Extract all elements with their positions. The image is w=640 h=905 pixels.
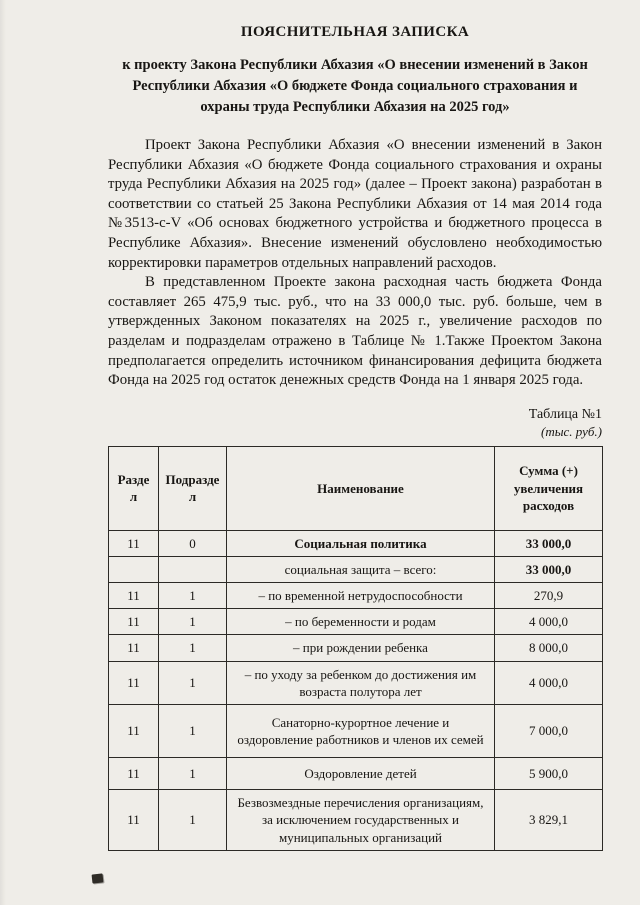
- cell-podrazdel: 1: [159, 609, 227, 635]
- scan-ink-mark: [92, 873, 104, 883]
- expense-increase-table: [108, 446, 603, 851]
- paragraph-1: Проект Закона Республики Абхазия «О внесении изменений в Закон Республики Абхазия «О бюджете Фонда социального страхования и охраны труда Республики Абхазия на 2025 год» (далее – Проект закона) разработан в соответствии со статьей 25 Закона Республики Абхазия от 14 мая 2014 года №3513-с-V «Об основах бюджетного устройства и бюджетного процесса в Республике Абхазия». Внесение изменений обусловлено необходимостью корректировки параметров отдельных направлений расходов.: [108, 137, 602, 271]
- document-subtitle: к проекту Закона Республики Абхазия «О внесении изменений в Закон Республики Абхазия «О бюджете Фонда социального страхования и охраны труда Республики Абхазия на 2025 год»: [122, 57, 588, 115]
- cell-razdel: 11: [109, 758, 159, 790]
- table-row-sanatorium: [109, 704, 603, 757]
- document-page: [108, 20, 602, 851]
- table-row-gratuitous-transfers: [109, 790, 603, 850]
- cell-podrazdel: [159, 556, 227, 582]
- cell-podrazdel: 1: [159, 635, 227, 661]
- table-row-children-health: [109, 758, 603, 790]
- table-header-row: [109, 446, 603, 530]
- cell-sum: 3 829,1: [495, 790, 603, 850]
- table-row-pregnancy-birth: [109, 609, 603, 635]
- cell-name: – по уходу за ребенком до достижения им возраста полутора лет: [227, 661, 495, 704]
- paragraph-2: В представленном Проекте закона расходная часть бюджета Фонда составляет 265 475,9 тыс. руб., что на 33 000,0 тыс. руб. больше, чем в утвержденных Законом показателях на 2025 г., увеличение расходов по разделам и подразделам отражено в Таблице № 1.Также Проектом Закона предполагается определить источником финансирования дефицита бюджета Фонда на 2025 год остаток денежных средств Фонда на 1 января 2025 года.: [108, 274, 602, 389]
- cell-podrazdel: 0: [159, 530, 227, 556]
- table-row-temporary-disability: [109, 583, 603, 609]
- cell-podrazdel: 1: [159, 790, 227, 850]
- cell-name: Санаторно-курортное лечение и оздоровление работников и членов их семей: [227, 704, 495, 757]
- table-units-note: (тыс. руб.): [540, 423, 602, 439]
- cell-razdel: 11: [109, 583, 159, 609]
- cell-name: – при рождении ребенка: [227, 635, 495, 661]
- cell-name: Безвозмездные перечисления организациям, за исключением государственных и муниципальных организаций: [227, 790, 495, 850]
- table-caption-block: [108, 407, 602, 440]
- document-body: [108, 136, 602, 391]
- cell-podrazdel: 1: [159, 704, 227, 757]
- cell-razdel: 11: [109, 609, 159, 635]
- cell-sum: 7 000,0: [495, 704, 603, 757]
- cell-name: – по временной нетрудоспособности: [227, 583, 495, 609]
- cell-razdel: 11: [109, 530, 159, 556]
- cell-sum: 270,9: [495, 583, 603, 609]
- table-row-social-policy: [109, 530, 603, 556]
- cell-razdel: 11: [109, 704, 159, 757]
- cell-podrazdel: 1: [159, 583, 227, 609]
- table-row-childcare: [109, 661, 603, 704]
- cell-sum: 4 000,0: [495, 661, 603, 704]
- header-razdel: Раздел: [109, 446, 159, 530]
- cell-sum: 5 900,0: [495, 758, 603, 790]
- cell-razdel: 11: [109, 635, 159, 661]
- cell-razdel: 11: [109, 790, 159, 850]
- cell-razdel: 11: [109, 661, 159, 704]
- cell-razdel: [109, 556, 159, 582]
- cell-podrazdel: 1: [159, 661, 227, 704]
- cell-sum: 33 000,0: [495, 556, 603, 582]
- scan-edge-shadow: [0, 0, 6, 905]
- cell-name: Оздоровление детей: [227, 758, 495, 790]
- cell-sum: 33 000,0: [495, 530, 603, 556]
- table-caption: Таблица №1: [528, 406, 602, 422]
- cell-sum: 8 000,0: [495, 635, 603, 661]
- header-summa: Сумма (+) увеличения расходов: [495, 446, 603, 530]
- cell-name: социальная защита – всего:: [227, 556, 495, 582]
- cell-podrazdel: 1: [159, 758, 227, 790]
- header-podrazdel: Подраздел: [159, 446, 227, 530]
- table-row-social-protection-total: [109, 556, 603, 582]
- cell-name: – по беременности и родам: [227, 609, 495, 635]
- document-title: ПОЯСНИТЕЛЬНАЯ ЗАПИСКА: [240, 24, 470, 40]
- header-naimenovanie: Наименование: [227, 446, 495, 530]
- cell-name: Социальная политика: [227, 530, 495, 556]
- cell-sum: 4 000,0: [495, 609, 603, 635]
- table-row-child-birth: [109, 635, 603, 661]
